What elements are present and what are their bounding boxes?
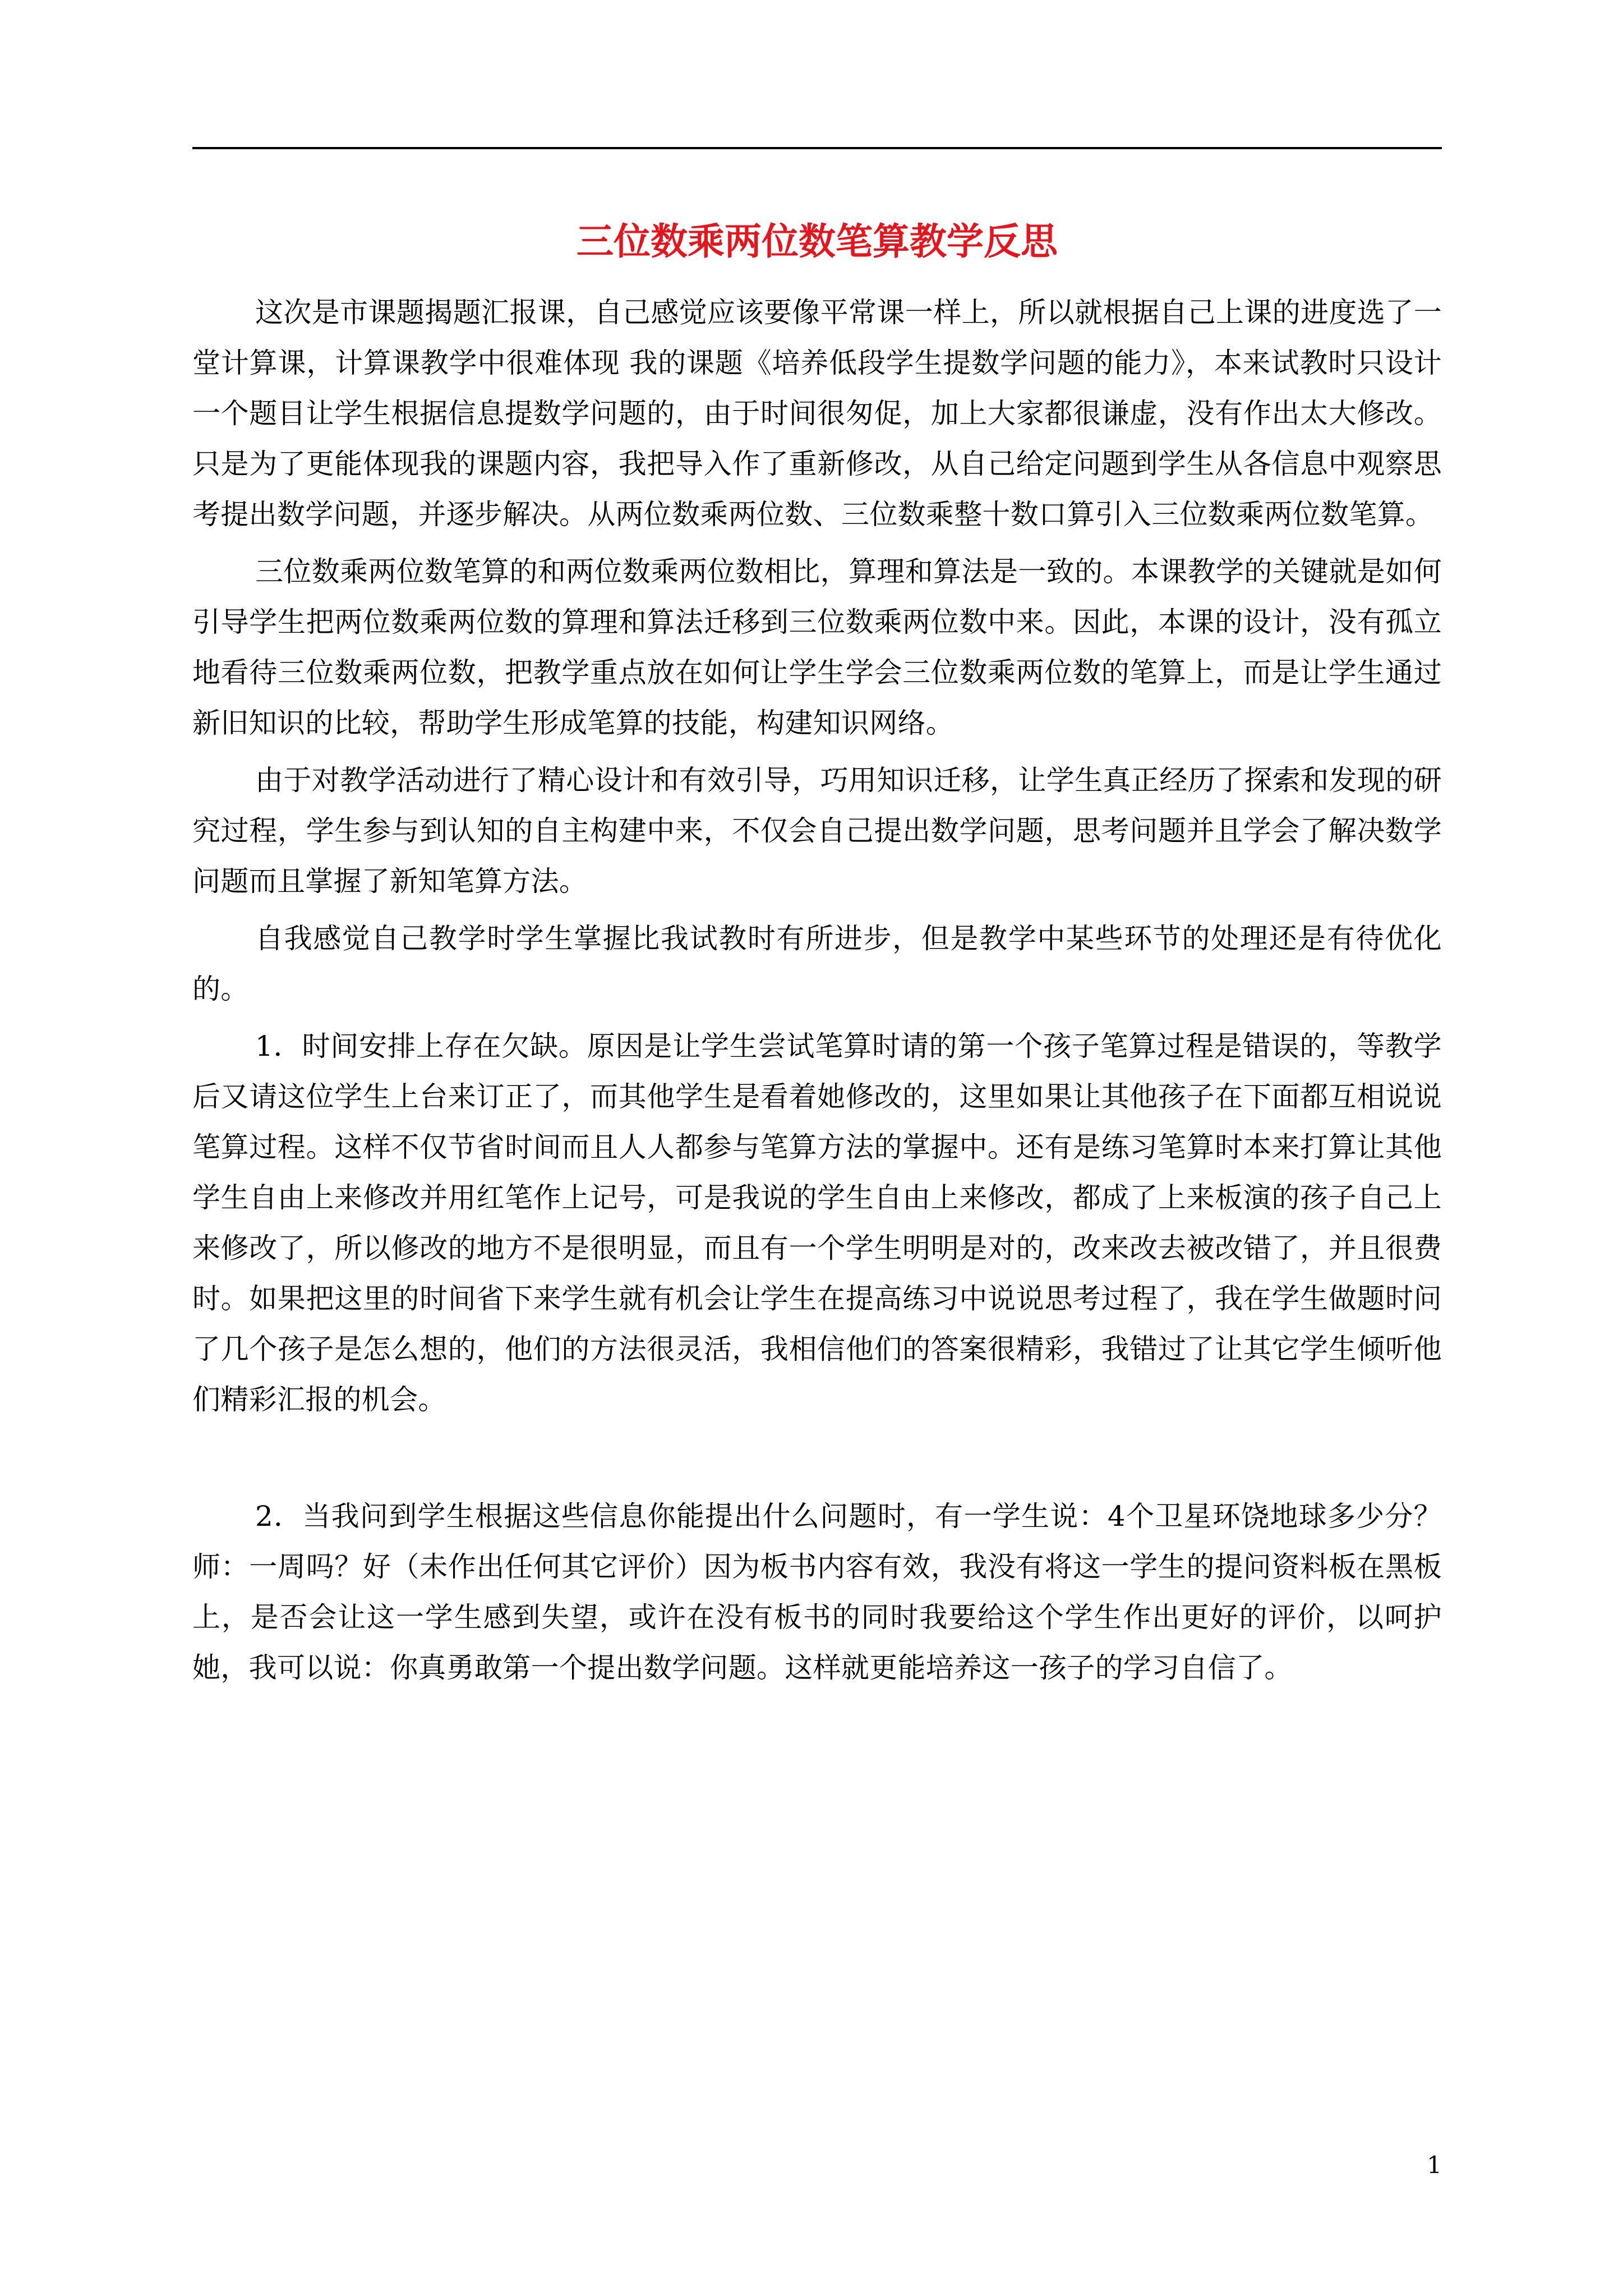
document-title: 三位数乘两位数笔算教学反思 bbox=[577, 219, 1058, 263]
paragraph-point-2: 2．当我问到学生根据这些信息你能提出什么问题时，有一学生说：4个卫星环饶地球多少分？师：一周吗？好（未作出任何其它评价）因为板书内容有效，我没有将这一学生的提问资料板在黑板上，是否会让这一学生感到失望，或许在没有板书的同时我要给这个学生作出更好的评价，以呵护她，我可以说：你真勇敢第一个提出数学问题。这样就更能培养这一孩子的学习自信了。 bbox=[192, 1500, 1442, 1684]
document-body bbox=[192, 287, 1442, 1693]
paragraph-intro: 这次是市课题揭题汇报课，自己感觉应该要像平常课一样上，所以就根据自己上课的进度选了一堂计算课，计算课教学中很难体现 我的课题《培养低段学生提数学问题的能力》，本来试教时只设计一个题目让学生根据信息提数学问题的，由于时间很匆促，加上大家都很谦虚，没有作出太大修改。只是为了更能体现我的课题内容，我把导入作了重新修改，从自己给定问题到学生从各信息中观察思考提出数学问题，并逐步解决。从两位数乘两位数、三位数乘整十数口算引入三位数乘两位数笔算。 bbox=[192, 296, 1442, 531]
paragraph-point-1: 1．时间安排上存在欠缺。原因是让学生尝试笔算时请的第一个孩子笔算过程是错误的，等教学后又请这位学生上台来订正了，而其他学生是看着她修改的，这里如果让其他孩子在下面都互相说说笔算过程。这样不仅节省时间而且人人都参与笔算方法的掌握中。还有是练习笔算时本来打算让其他学生自由上来修改并用红笔作上记号，可是我说的学生自由上来修改，都成了上来板演的孩子自己上来修改了，所以修改的地方不是很明显，而且有一个学生明明是对的，改来改去被改错了，并且很费时。如果把这里的时间省下来学生就有机会让学生在提高练习中说说思考过程了，我在学生做题时问了几个孩子是怎么想的，他们的方法很灵活，我相信他们的答案很精彩，我错过了让其它学生倾听他们精彩汇报的机会。 bbox=[192, 1030, 1442, 1416]
paragraph-comparison: 三位数乘两位数笔算的和两位数乘两位数相比，算理和算法是一致的。本课教学的关键就是如何引导学生把两位数乘两位数的算理和算法迁移到三位数乘两位数中来。因此，本课的设计，没有孤立地看待三位数乘两位数，把教学重点放在如何让学生学会三位数乘两位数的笔算上，而是让学生通过新旧知识的比较，帮助学生形成笔算的技能，构建知识网络。 bbox=[192, 555, 1442, 739]
header-rule bbox=[192, 147, 1442, 149]
paragraph-process: 由于对教学活动进行了精心设计和有效引导，巧用知识迁移，让学生真正经历了探索和发现的研究过程，学生参与到认知的自主构建中来，不仅会自己提出数学问题，思考问题并且学会了解决数学问题而且掌握了新知笔算方法。 bbox=[192, 764, 1442, 898]
paragraph-self-assessment: 自我感觉自己教学时学生掌握比我试教时有所进步，但是教学中某些环节的处理还是有待优化的。 bbox=[192, 922, 1442, 1005]
page-number: 1 bbox=[1427, 2151, 1442, 2179]
